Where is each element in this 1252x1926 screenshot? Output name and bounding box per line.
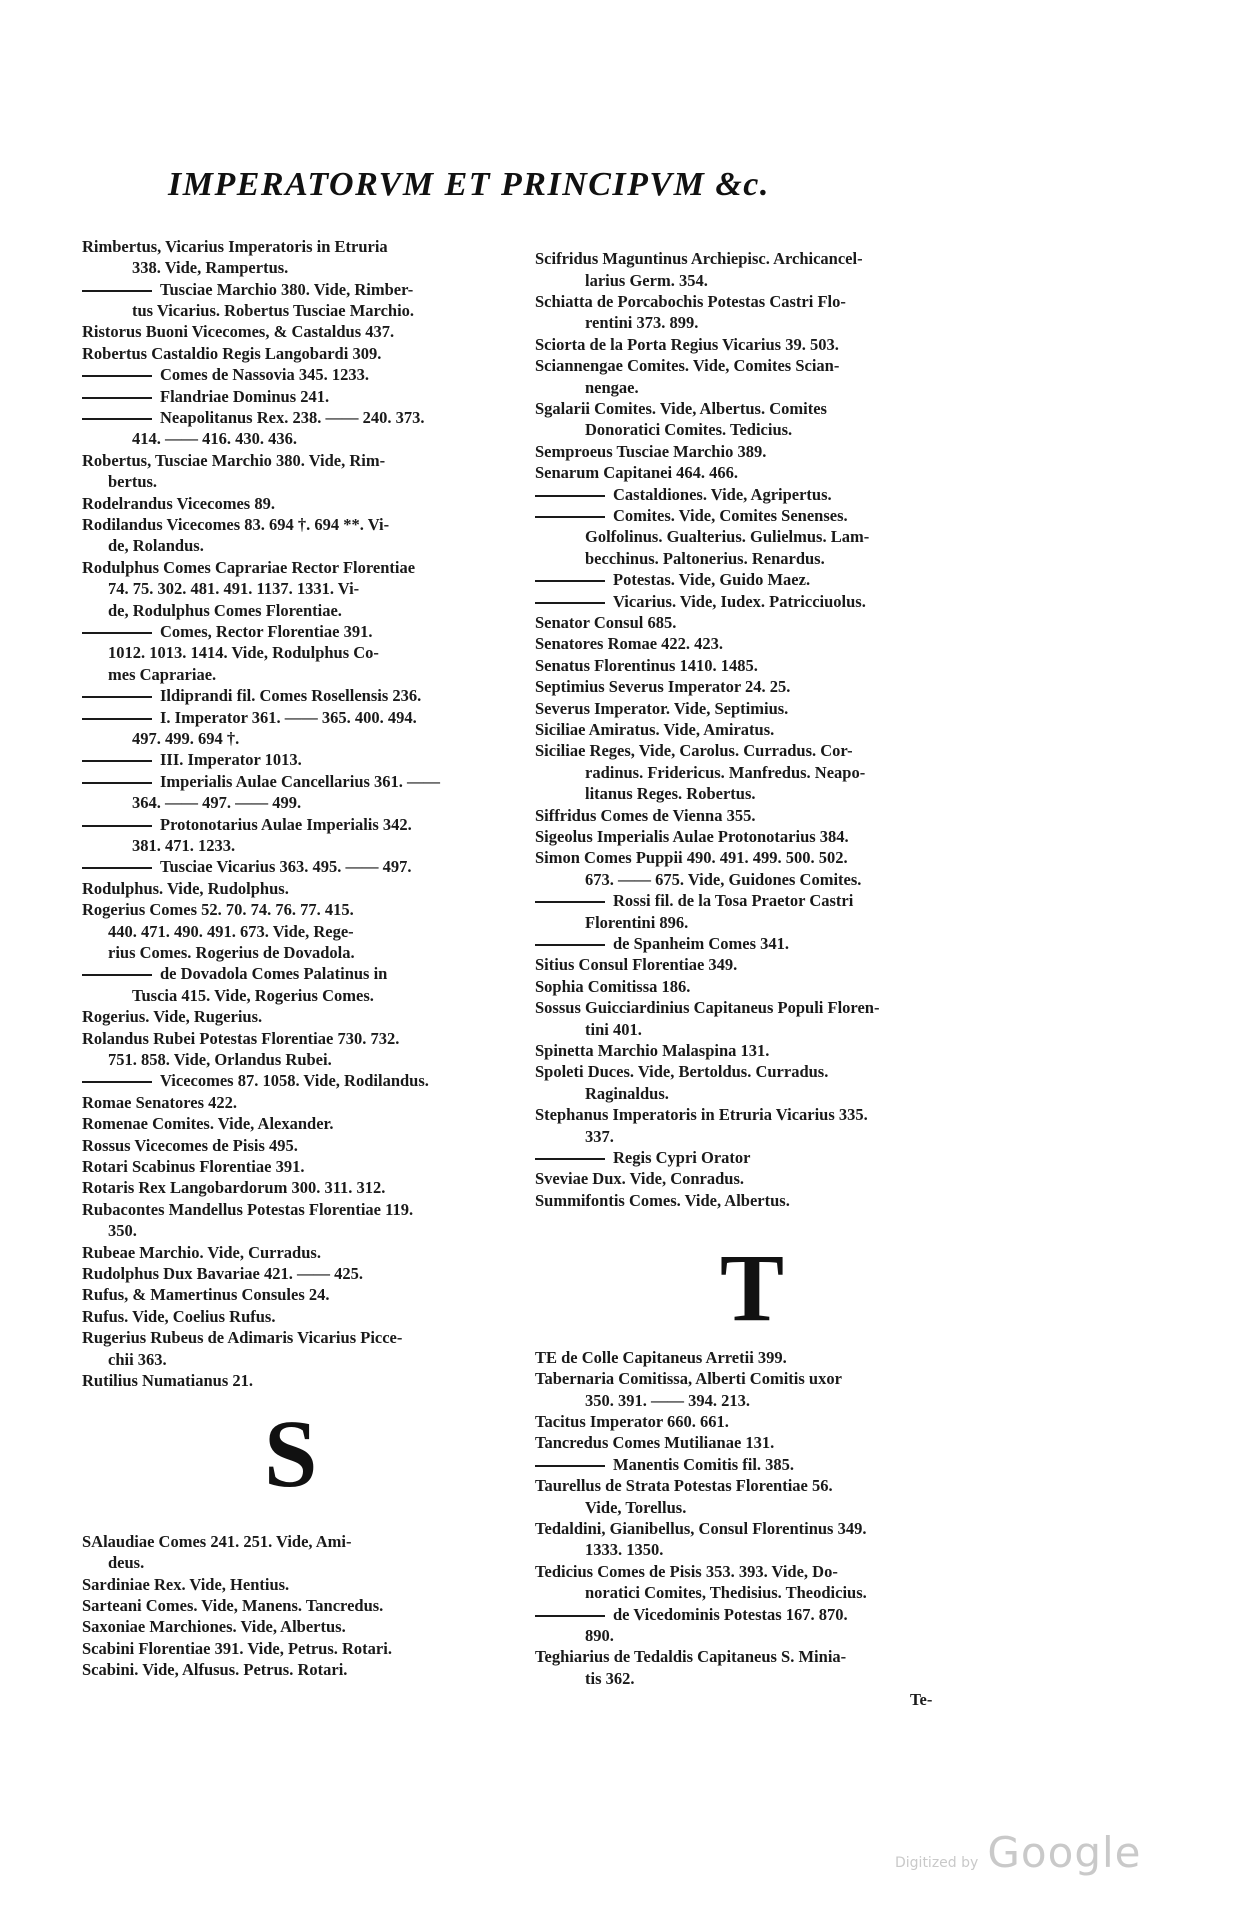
index-entry: 350. [108, 1221, 137, 1240]
index-entry: tini 401. [585, 1020, 642, 1039]
index-entry: Imperialis Aulae Cancellarius 361. —— [82, 772, 440, 792]
index-entry: Golfolinus. Gualterius. Gulielmus. Lam- [585, 527, 870, 546]
index-entry: Comites. Vide, Comites Senenses. [535, 506, 848, 526]
index-entry: tus Vicarius. Robertus Tusciae Marchio. [132, 301, 415, 320]
index-entry: Ildiprandi fil. Comes Rosellensis 236. [82, 686, 421, 706]
index-entry: SAlaudiae Comes 241. 251. Vide, Ami- [82, 1532, 352, 1551]
index-entry: Tabernaria Comitissa, Alberti Comitis uxor [535, 1369, 842, 1388]
watermark-logo: Google [987, 1828, 1142, 1877]
index-entry: Castaldiones. Vide, Agripertus. [535, 485, 832, 505]
index-entry: de Dovadola Comes Palatinus in [82, 964, 387, 984]
index-entry: 1012. 1013. 1414. Vide, Rodulphus Co- [108, 643, 379, 662]
index-entry: Rufus, & Mamertinus Consules 24. [82, 1285, 330, 1304]
index-entry: Rudolphus Dux Bavariae 421. —— 425. [82, 1264, 364, 1283]
index-entry: nengae. [585, 378, 639, 397]
index-entry: Sveviae Dux. Vide, Conradus. [535, 1169, 745, 1188]
index-entry: tis 362. [585, 1669, 635, 1688]
index-entry: Sarteani Comes. Vide, Manens. Tancredus. [82, 1596, 384, 1615]
index-entry: Rossus Vicecomes de Pisis 495. [82, 1136, 298, 1155]
index-entry: 1333. 1350. [585, 1540, 664, 1559]
index-entry: Summifontis Comes. Vide, Albertus. [535, 1191, 790, 1210]
index-entry: Schiatta de Porcabochis Potestas Castri Flo- [535, 292, 846, 311]
index-entry: Vicarius. Vide, Iudex. Patricciuolus. [535, 592, 866, 612]
index-entry: 337. [585, 1127, 614, 1146]
index-entry: 74. 75. 302. 481. 491. 1137. 1331. Vi- [108, 579, 360, 598]
index-entry: Flandriae Dominus 241. [82, 387, 329, 407]
index-entry: Potestas. Vide, Guido Maez. [535, 570, 810, 590]
index-entry: de Spanheim Comes 341. [535, 934, 789, 954]
index-entry: Stephanus Imperatoris in Etruria Vicarius 335. [535, 1105, 868, 1124]
index-entry: rentini 373. 899. [585, 313, 699, 332]
index-entry: Spinetta Marchio Malaspina 131. [535, 1041, 770, 1060]
index-entry: Neapolitanus Rex. 238. —— 240. 373. [82, 408, 424, 428]
index-entry: 673. —— 675. Vide, Guidones Comites. [585, 870, 862, 889]
index-entry: Rodilandus Vicecomes 83. 694 †. 694 **. Vi- [82, 515, 390, 534]
index-entry: Tusciae Vicarius 363. 495. —— 497. [82, 857, 412, 877]
index-entry: Rogerius Comes 52. 70. 74. 76. 77. 415. [82, 900, 354, 919]
section-letter-s: S [264, 1400, 318, 1507]
index-entry: Protonotarius Aulae Imperialis 342. [82, 815, 412, 835]
index-entry: larius Germ. 354. [585, 271, 708, 290]
index-entry: Sgalarii Comites. Vide, Albertus. Comites [535, 399, 827, 418]
index-entry: Sciannengae Comites. Vide, Comites Scian- [535, 356, 840, 375]
index-entry: 364. —— 497. —— 499. [132, 793, 302, 812]
index-entry: Rimbertus, Vicarius Imperatoris in Etruria [82, 237, 388, 256]
index-entry: TE de Colle Capitaneus Arretii 399. [535, 1348, 787, 1367]
index-entry: Scabini Florentiae 391. Vide, Petrus. Rotari. [82, 1639, 392, 1658]
index-entry: Comes de Nassovia 345. 1233. [82, 365, 369, 385]
index-entry: Taurellus de Strata Potestas Florentiae 56. [535, 1476, 833, 1495]
index-entry: Robertus Castaldio Regis Langobardi 309. [82, 344, 382, 363]
index-entry: Senatus Florentinus 1410. 1485. [535, 656, 758, 675]
index-entry: 350. 391. —— 394. 213. [585, 1391, 750, 1410]
index-entry: Rugerius Rubeus de Adimaris Vicarius Picce- [82, 1328, 403, 1347]
index-entry: Tedicius Comes de Pisis 353. 393. Vide, Do- [535, 1562, 838, 1581]
index-entry: Senator Consul 685. [535, 613, 677, 632]
index-entry: 890. [585, 1626, 614, 1645]
index-entry: chii 363. [108, 1350, 167, 1369]
index-entry: Scabini. Vide, Alfusus. Petrus. Rotari. [82, 1660, 348, 1679]
index-entry: Sciorta de la Porta Regius Vicarius 39. 503. [535, 335, 839, 354]
index-entry: Tancredus Comes Mutilianae 131. [535, 1433, 775, 1452]
index-entry: Vide, Torellus. [585, 1498, 687, 1517]
index-entry: Florentini 896. [585, 913, 689, 932]
index-entry: Sitius Consul Florentiae 349. [535, 955, 738, 974]
index-entry: Sigeolus Imperialis Aulae Protonotarius 384. [535, 827, 849, 846]
index-entry: Septimius Severus Imperator 24. 25. [535, 677, 791, 696]
index-entry: Siciliae Reges, Vide, Carolus. Curradus. Cor- [535, 741, 853, 760]
index-entry: Donoratici Comites. Tedicius. [585, 420, 793, 439]
index-entry: Rotaris Rex Langobardorum 300. 311. 312. [82, 1178, 386, 1197]
index-entry: Senatores Romae 422. 423. [535, 634, 724, 653]
index-entry: Siciliae Amiratus. Vide, Amiratus. [535, 720, 775, 739]
catchword: Te- [910, 1690, 933, 1709]
index-entry: Sophia Comitissa 186. [535, 977, 691, 996]
index-entry: 381. 471. 1233. [132, 836, 236, 855]
index-entry: Tedaldini, Gianibellus, Consul Florentinus 349. [535, 1519, 867, 1538]
index-entry: III. Imperator 1013. [82, 750, 302, 770]
index-entry: Ristorus Buoni Vicecomes, & Castaldus 437. [82, 322, 395, 341]
index-entry: 414. —— 416. 430. 436. [132, 429, 297, 448]
index-entry: noratici Comites, Thedisius. Theodicius. [585, 1583, 867, 1602]
index-entry: Tusciae Marchio 380. Vide, Rimber- [82, 280, 413, 300]
index-entry: becchinus. Paltonerius. Renardus. [585, 549, 825, 568]
index-entry: bertus. [108, 472, 158, 491]
index-entry: Rutilius Numatianus 21. [82, 1371, 254, 1390]
index-entry: Rodulphus Comes Caprariae Rector Florentiae [82, 558, 416, 577]
index-entry: Saxoniae Marchiones. Vide, Albertus. [82, 1617, 346, 1636]
index-entry: Tuscia 415. Vide, Rogerius Comes. [132, 986, 374, 1005]
index-entry: Romae Senatores 422. [82, 1093, 238, 1112]
index-entry: Tacitus Imperator 660. 661. [535, 1412, 729, 1431]
index-entry: Rubacontes Mandellus Potestas Florentiae 119. [82, 1200, 414, 1219]
index-entry: Siffridus Comes de Vienna 355. [535, 806, 756, 825]
index-entry: Rubeae Marchio. Vide, Curradus. [82, 1243, 321, 1262]
index-entry: Vicecomes 87. 1058. Vide, Rodilandus. [82, 1071, 429, 1091]
index-entry: Scifridus Maguntinus Archiepisc. Archicancel- [535, 249, 863, 268]
index-entry: I. Imperator 361. —— 365. 400. 494. [82, 708, 417, 728]
index-entry: Rossi fil. de la Tosa Praetor Castri [535, 891, 853, 911]
index-entry: Semproeus Tusciae Marchio 389. [535, 442, 767, 461]
index-entry: Spoleti Duces. Vide, Bertoldus. Curradus. [535, 1062, 829, 1081]
index-entry: Teghiarius de Tedaldis Capitaneus S. Minia- [535, 1647, 847, 1666]
index-entry: de, Rodulphus Comes Florentiae. [108, 601, 342, 620]
watermark-prefix: Digitized by [895, 1855, 979, 1871]
index-entry: Rodulphus. Vide, Rudolphus. [82, 879, 289, 898]
index-entry: Senarum Capitanei 464. 466. [535, 463, 739, 482]
index-entry: 751. 858. Vide, Orlandus Rubei. [108, 1050, 332, 1069]
index-entry: de Vicedominis Potestas 167. 870. [535, 1605, 848, 1625]
index-entry: 440. 471. 490. 491. 673. Vide, Rege- [108, 922, 354, 941]
index-entry: Regis Cypri Orator [535, 1148, 750, 1168]
index-entry: Rufus. Vide, Coelius Rufus. [82, 1307, 276, 1326]
index-entry: Sossus Guicciardinius Capitaneus Populi Floren- [535, 998, 880, 1017]
index-entry: Romenae Comites. Vide, Alexander. [82, 1114, 334, 1133]
index-entry: Rolandus Rubei Potestas Florentiae 730. 732. [82, 1029, 400, 1048]
index-entry: 497. 499. 694 †. [132, 729, 240, 748]
index-entry: radinus. Fridericus. Manfredus. Neapo- [585, 763, 866, 782]
digitization-watermark [895, 1828, 1142, 1877]
index-entry: mes Caprariae. [108, 665, 217, 684]
section-letter-t: T [720, 1234, 785, 1341]
index-entry: Raginaldus. [585, 1084, 669, 1103]
page-title: IMPERATORVM ET PRINCIPVM &c. [168, 166, 770, 203]
index-entry: Manentis Comitis fil. 385. [535, 1455, 794, 1475]
index-entry: Simon Comes Puppii 490. 491. 499. 500. 502. [535, 848, 848, 867]
index-entry: Sardiniae Rex. Vide, Hentius. [82, 1575, 290, 1594]
index-entry: Rodelrandus Vicecomes 89. [82, 494, 275, 513]
index-entry: deus. [108, 1553, 145, 1572]
index-entry: 338. Vide, Rampertus. [132, 258, 289, 277]
index-entry: Comes, Rector Florentiae 391. [82, 622, 372, 642]
index-entry: Rotari Scabinus Florentiae 391. [82, 1157, 305, 1176]
index-entry: Rogerius. Vide, Rugerius. [82, 1007, 263, 1026]
index-entry: Robertus, Tusciae Marchio 380. Vide, Rim- [82, 451, 386, 470]
index-entry: Severus Imperator. Vide, Septimius. [535, 699, 789, 718]
index-entry: rius Comes. Rogerius de Dovadola. [108, 943, 355, 962]
index-entry: litanus Reges. Robertus. [585, 784, 756, 803]
index-entry: de, Rolandus. [108, 536, 204, 555]
